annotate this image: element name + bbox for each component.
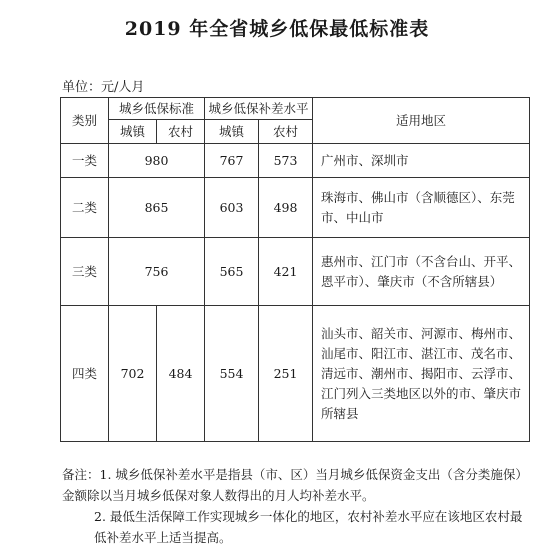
standard-urban-cell: 702 xyxy=(109,306,157,442)
subsidy-urban-cell: 603 xyxy=(205,178,259,238)
table-row xyxy=(61,144,530,178)
header-areas: 适用地区 xyxy=(313,98,530,144)
areas-cell: 珠海市、佛山市（含顺德区）、东莞市、中山市 xyxy=(313,178,530,238)
table-row xyxy=(61,306,530,442)
subsidy-urban-cell: 554 xyxy=(205,306,259,442)
category-cell: 三类 xyxy=(61,238,109,306)
header-category: 类别 xyxy=(61,98,109,144)
header-standard: 城乡低保标准 xyxy=(109,98,205,120)
category-cell: 四类 xyxy=(61,306,109,442)
standard-cell: 865 xyxy=(109,178,205,238)
standard-cell: 980 xyxy=(109,144,205,178)
subsidy-rural-cell: 251 xyxy=(259,306,313,442)
header-standard-urban: 城镇 xyxy=(109,120,157,144)
note-2: 2. 最低生活保障工作实现城乡一体化的地区，农村补差水平应在该地区农村最低补差水平上适当提高。 xyxy=(94,509,523,545)
notes xyxy=(62,464,532,548)
header-subsidy: 城乡低保补差水平 xyxy=(205,98,313,120)
subsidy-urban-cell: 565 xyxy=(205,238,259,306)
category-cell: 一类 xyxy=(61,144,109,178)
header-standard-rural: 农村 xyxy=(157,120,205,144)
table-header-row xyxy=(61,98,530,120)
subsidy-urban-cell: 767 xyxy=(205,144,259,178)
subsidy-rural-cell: 421 xyxy=(259,238,313,306)
header-subsidy-rural: 农村 xyxy=(259,120,313,144)
standard-cell: 756 xyxy=(109,238,205,306)
header-subsidy-urban: 城镇 xyxy=(205,120,259,144)
unit-label: 单位：元/人月 xyxy=(62,80,145,95)
subsidy-rural-cell: 498 xyxy=(259,178,313,238)
category-cell: 二类 xyxy=(61,178,109,238)
page-title: 2019 年全省城乡低保最低标准表 xyxy=(124,18,430,40)
areas-cell: 惠州市、江门市（不含台山、开平、恩平市）、肇庆市（不含所辖县） xyxy=(313,238,530,306)
areas-cell: 广州市、深圳市 xyxy=(313,144,530,178)
note-1: 备注：1. 城乡低保补差水平是指县（市、区）当月城乡低保资金支出（含分类施保）金额除以当月城乡低保对象人数得出的月人均补差水平。 xyxy=(62,467,528,503)
subsidy-rural-cell: 573 xyxy=(259,144,313,178)
table-row xyxy=(61,238,530,306)
table-row xyxy=(61,178,530,238)
standard-rural-cell: 484 xyxy=(157,306,205,442)
areas-cell: 汕头市、韶关市、河源市、梅州市、汕尾市、阳江市、湛江市、茂名市、清远市、潮州市、揭阳市、云浮市、江门列入三类地区以外的市、肇庆市所辖县 xyxy=(313,306,530,442)
standards-table xyxy=(60,97,530,442)
